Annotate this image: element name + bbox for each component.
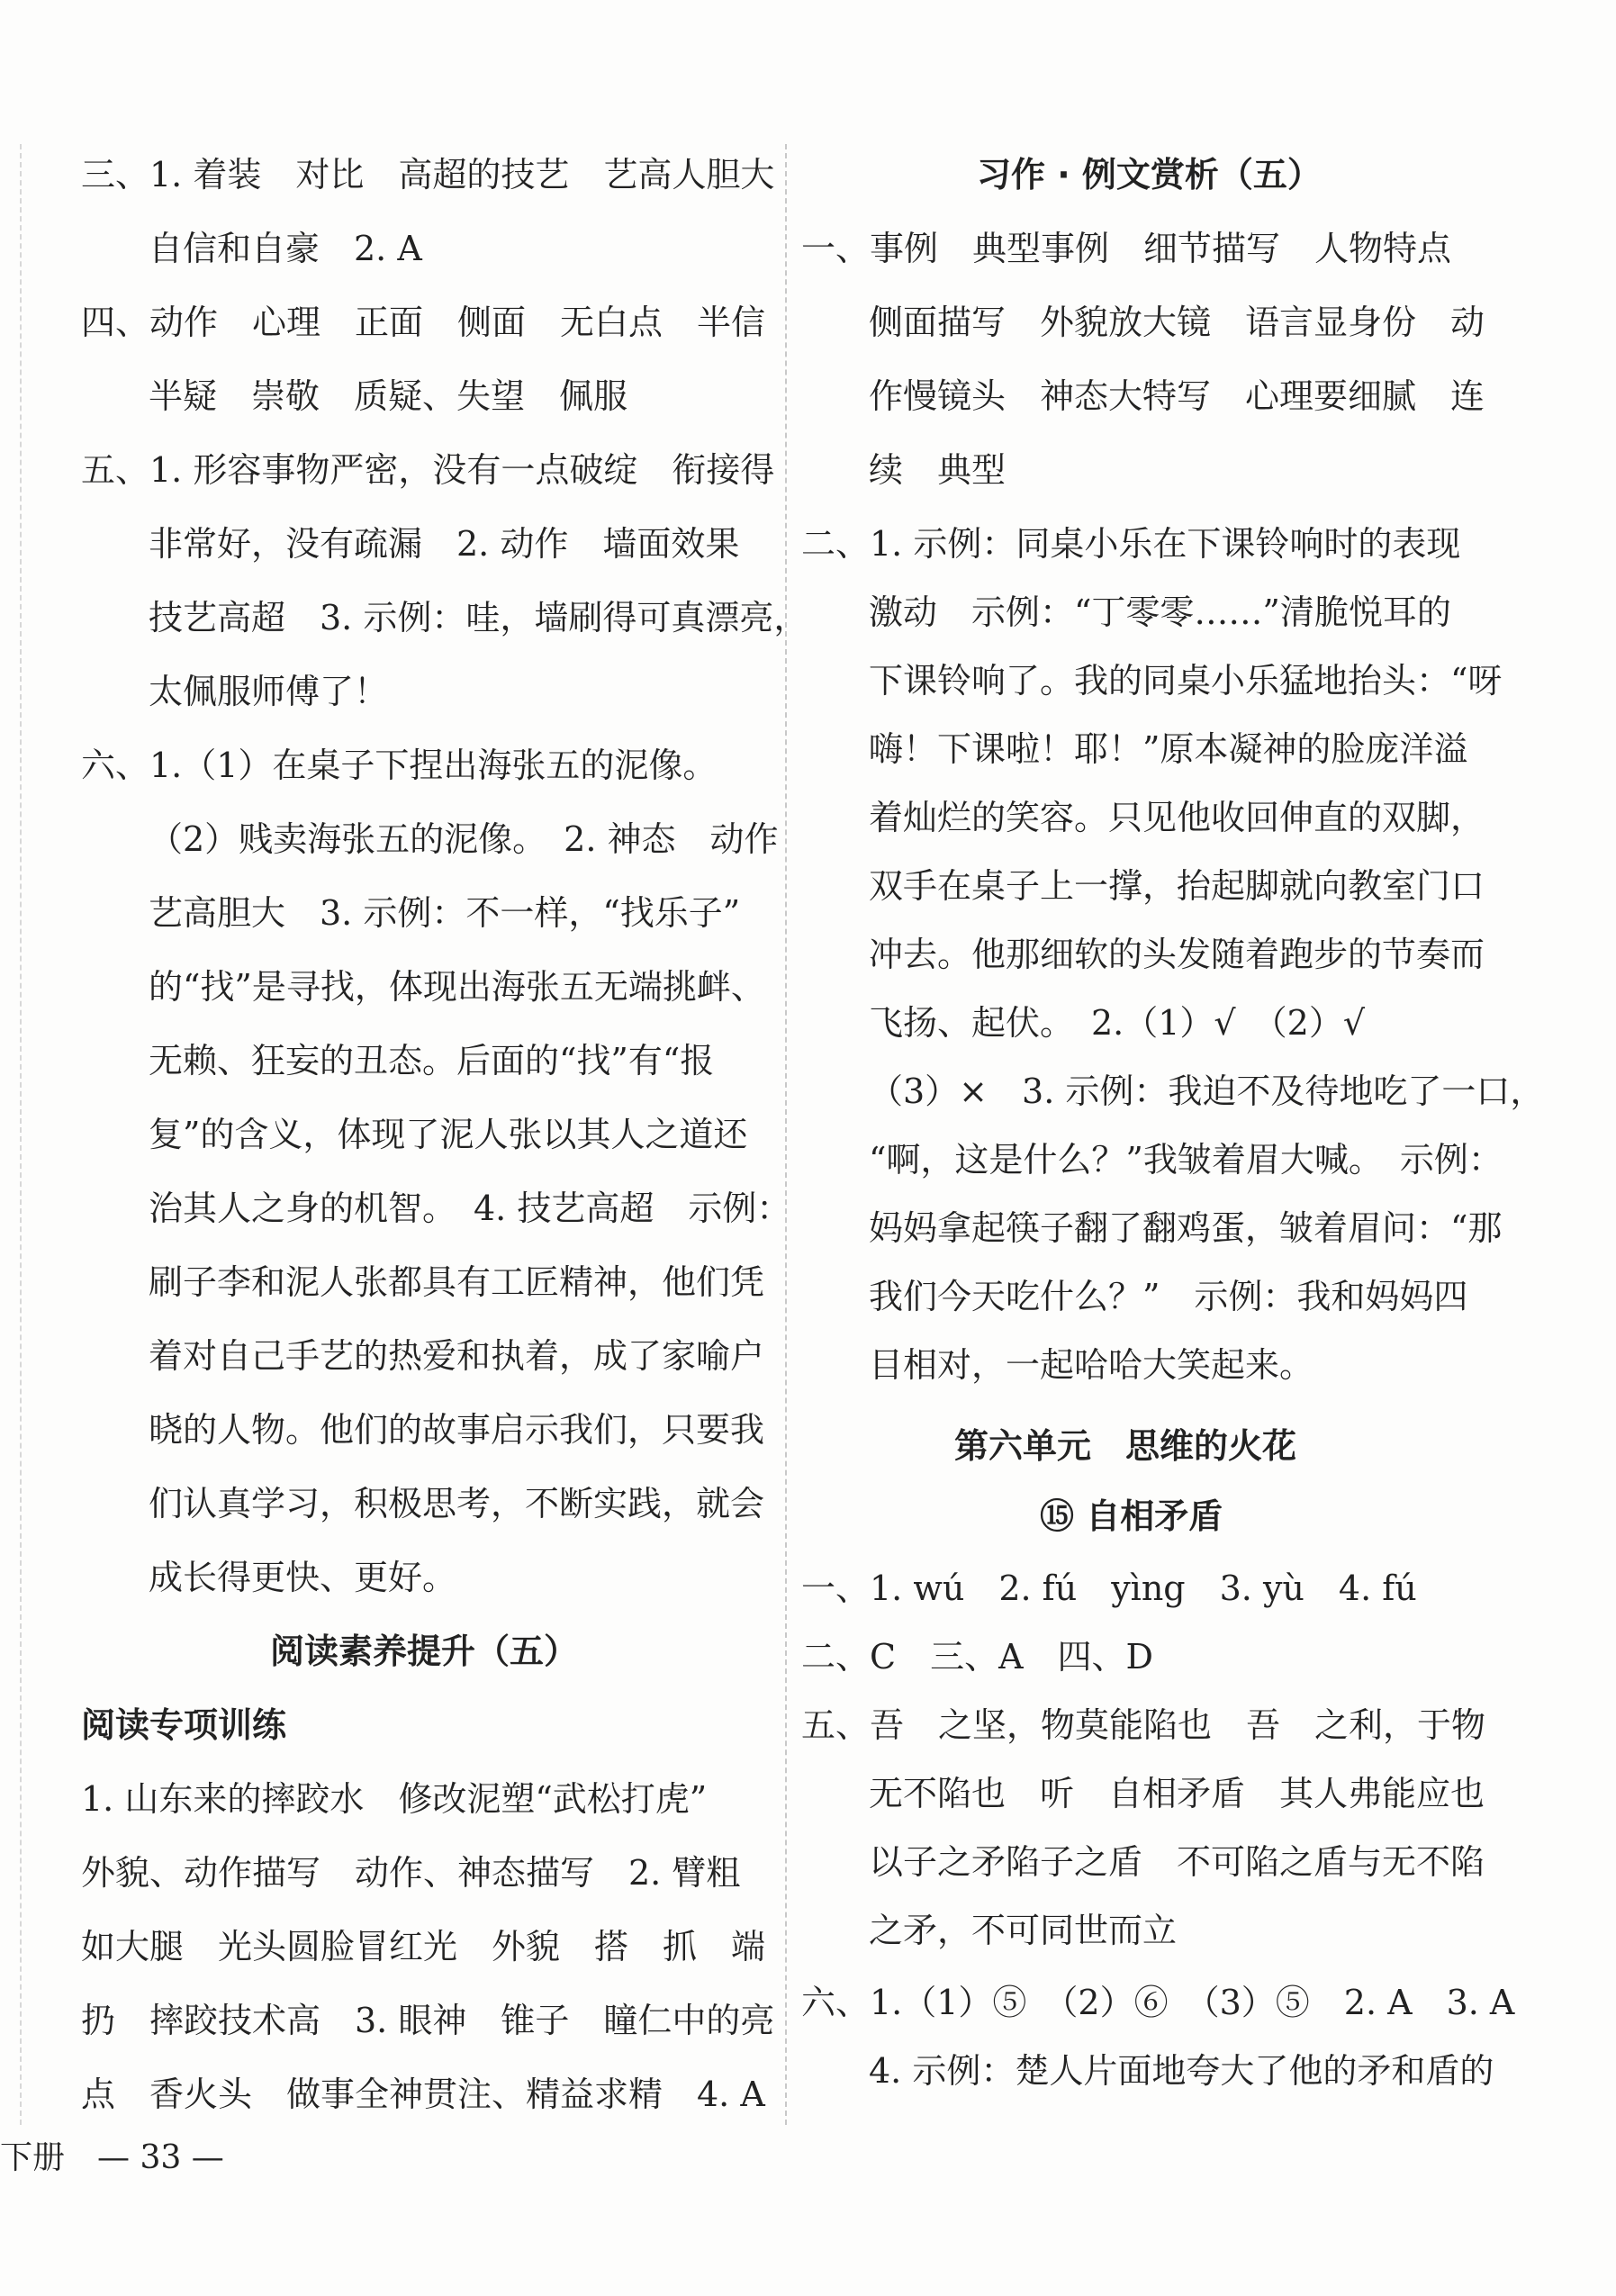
text-line: 二、C 三、A 四、D (801, 1637, 1153, 1677)
text-line: 下课铃响了。我的同桌小乐猛地抬头：“呀 (869, 661, 1503, 701)
lesson-title: ⑮ 自相矛盾 (1040, 1496, 1223, 1536)
text-line: 艺高胆大 3. 示例：不一样，“找乐子” (149, 893, 741, 933)
text-line: 着灿烂的笑容。只见他收回伸直的双脚， (869, 798, 1485, 837)
text-line: 五、吾 之坚，物莫能陷也 吾 之利，于物 (801, 1705, 1486, 1745)
text-line: 成长得更快、更好。 (149, 1558, 457, 1597)
text-line: 之矛，不可同世而立 (869, 1911, 1178, 1950)
text-line: 4. 示例：楚人片面地夸大了他的矛和盾的 (869, 2051, 1494, 2091)
column-divider (785, 144, 787, 2125)
text-line: 刷子李和泥人张都具有工匠精神，他们凭 (149, 1262, 765, 1302)
left-edge-line (20, 144, 22, 2125)
text-line: 三、1. 着装 对比 高超的技艺 艺高人胆大 (81, 155, 775, 194)
text-line: 四、动作 心理 正面 侧面 无白点 半信 (81, 303, 766, 342)
text-line: 嗨！下课啦！耶！”原本凝神的脸庞洋溢 (869, 729, 1468, 769)
text-line: 激动 示例：“丁零零……”清脆悦耳的 (869, 592, 1451, 632)
text-line: （2）贱卖海张五的泥像。 2. 神态 动作 (149, 819, 779, 859)
text-line: 续 典型 (869, 450, 1007, 490)
text-line: “啊，这是什么？”我皱着眉大喊。 示例： (869, 1140, 1503, 1180)
text-line: 作慢镜头 神态大特写 心理要细腻 连 (869, 376, 1485, 416)
text-line: 六、1.（1）⑤ （2）⑥ （3）⑤ 2. A 3. A (801, 1983, 1515, 2022)
text-line: 六、1.（1）在桌子下捏出海张五的泥像。 (81, 746, 718, 785)
text-line: 半疑 崇敬 质疑、失望 佩服 (149, 376, 628, 416)
text-line: 治其人之身的机智。 4. 技艺高超 示例： (149, 1189, 791, 1228)
text-line: 一、1. wú 2. fú yìng 3. yù 4. fú (801, 1568, 1417, 1608)
text-line: 晓的人物。他们的故事启示我们，只要我 (149, 1410, 765, 1450)
text-line: 如大腿 光头圆脸冒红光 外貌 搭 抓 端 (81, 1927, 766, 1966)
unit-title: 第六单元 思维的火花 (954, 1426, 1297, 1466)
text-line: 以子之矛陷子之盾 不可陷之盾与无不陷 (869, 1842, 1485, 1882)
text-line: 太佩服师傅了！ (149, 672, 389, 711)
text-line: 妈妈拿起筷子翻了翻鸡蛋，皱着眉问：“那 (869, 1208, 1503, 1248)
text-line: 无不陷也 听 自相矛盾 其人弗能应也 (869, 1774, 1485, 1813)
text-line: 自信和自豪 2. A (149, 229, 422, 268)
text-line: 侧面描写 外貌放大镜 语言显身份 动 (869, 303, 1485, 342)
text-line: 着对自己手艺的热爱和执着，成了家喻户 (149, 1336, 765, 1376)
text-line: 非常好，没有疏漏 2. 动作 墙面效果 (149, 524, 740, 564)
text-line: 目相对，一起哈哈大笑起来。 (869, 1345, 1314, 1385)
text-line: 复”的含义，体现了泥人张以其人之道还 (149, 1115, 748, 1154)
text-line: 扔 摔跤技术高 3. 眼神 锥子 瞳仁中的亮 (81, 2001, 775, 2040)
text-line: 的“找”是寻找，体现出海张五无端挑衅、 (149, 967, 765, 1007)
section-heading: 习作 · 例文赏析（五） (977, 155, 1322, 194)
text-line: 无赖、狂妄的丑态。后面的“找”有“报 (149, 1041, 715, 1080)
text-line: （3）× 3. 示例：我迫不及待地吃了一口， (869, 1071, 1545, 1111)
text-line: 们认真学习，积极思考，不断实践，就会 (149, 1484, 765, 1523)
text-line: 我们今天吃什么？” 示例：我和妈妈四 (869, 1277, 1468, 1316)
text-line: 飞扬、起伏。 2.（1）√ （2）√ (869, 1003, 1366, 1043)
text-line: 双手在桌子上一撑，抬起脚就向教室门口 (869, 866, 1485, 906)
section-heading: 阅读素养提升（五） (270, 1632, 579, 1671)
subsection-heading: 阅读专项训练 (81, 1705, 287, 1745)
text-line: 一、事例 典型事例 细节描写 人物特点 (801, 229, 1452, 268)
text-line: 点 香火头 做事全神贯注、精益求精 4. A (81, 2075, 765, 2114)
text-line: 冲去。他那细软的头发随着跑步的节奏而 (869, 935, 1485, 974)
text-line: 技艺高超 3. 示例：哇，墙刷得可真漂亮， (149, 598, 808, 637)
page-footer: 下册 — 33 — (0, 2139, 224, 2176)
text-line: 外貌、动作描写 动作、神态描写 2. 臂粗 (81, 1853, 741, 1893)
text-line: 1. 山东来的摔跤水 修改泥塑“武松打虎” (81, 1779, 708, 1819)
text-line: 二、1. 示例：同桌小乐在下课铃响时的表现 (801, 524, 1461, 564)
text-line: 五、1. 形容事物严密，没有一点破绽 衔接得 (81, 450, 775, 490)
